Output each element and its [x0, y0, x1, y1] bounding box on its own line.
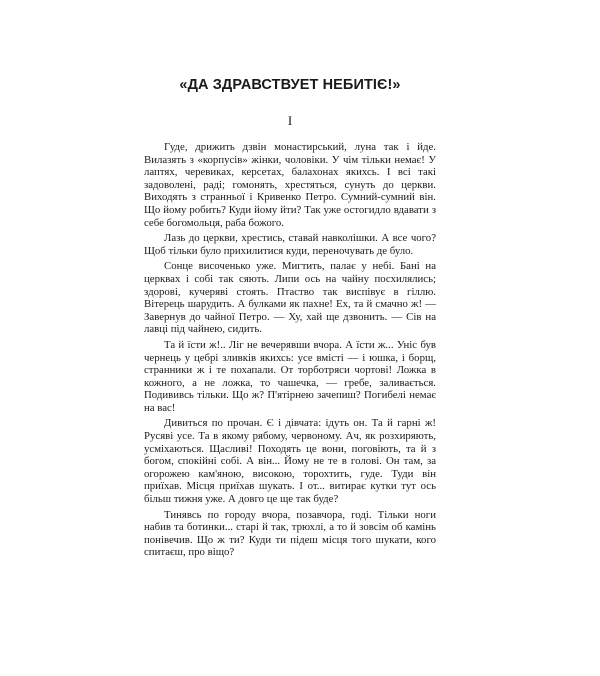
paragraph: Сонце височенько уже. Мигтить, палає у небі. Бані на церквах і собі так сяють. Липи ось на чайну посхилялись; здорові, кучеряві стоять. Птаство так виспівує в гіллю. Вітерець шарудить. А булками як пахне! Ех, та й смачно ж! — Завернув до чайної Петро. — Ху, хай ще дзвонить. — Сів на лавці під чайнею, сидить.: [144, 260, 436, 336]
book-page: [0, 76, 600, 676]
paragraph: Та й їсти ж!.. Ліг не вечерявши вчора. А їсти ж... Уніс був чернець у цебрі зливків якихсь: усе вмісті — і юшка, і борщ, странники ж і те похапали. От торботряси чортові! Ложка в кожного, а не ложка, то чашечка, — гребе, заливається. Подививсь тільки. Що ж? П'ятірнею зачепиш? Погибелі немає на вас!: [144, 338, 436, 414]
paragraph: Гуде, дрижить дзвін монастирський, луна так і йде. Вилазять з «корпусів» жінки, чоловіки. У чім тільки немає! У лаптях, черевиках, керсетах, балахонах якихсь. І всі такі задоволені, раді; гомонять, хрестяться, сунуть до церкви. Виходять з странньої і Кривенко Петро. Сумний-сумний він. Що йому робить? Куди йому йти? Так уже остогидло вдавати з себе богомольця, раба божого.: [144, 141, 436, 229]
paragraph: Лазь до церкви, хрестись, ставай навколішки. А все чого? Щоб тільки було прихилитися куди, переночувать де було.: [144, 232, 436, 257]
paragraph: Дивиться по прочан. Є і дівчата: ідуть он. Та й гарні ж! Русяві усе. Та в якому рябому, червоному. Ач, як розхиряють, усміхаються. Щасливі! Походять це вони, поговіють, та й з богом, спокійні собі. А він... Йому не те в голові. Он там, за огорожею кам'яною, високою, торохтить, гуде. Туди він приїхав. Місця приїхав шукать. І от... витирає кутки тут ось більш тижня уже. А довго це ще так буде?: [144, 417, 436, 506]
chapter-number: І: [287, 113, 293, 128]
story-body: [144, 141, 436, 559]
paragraph: Тинявсь по городу вчора, позавчора, годі. Тільки ноги набив та ботинки... старі й так, трюхлі, а то й зовсім об камінь понівечив. Що ж ти? Куди ти підеш місця того шукати, кого спитаєш, про віщо?: [144, 508, 436, 559]
story-title: «ДА ЗДРАВСТВУЕТ НЕБИТІЄ!»: [179, 77, 401, 93]
